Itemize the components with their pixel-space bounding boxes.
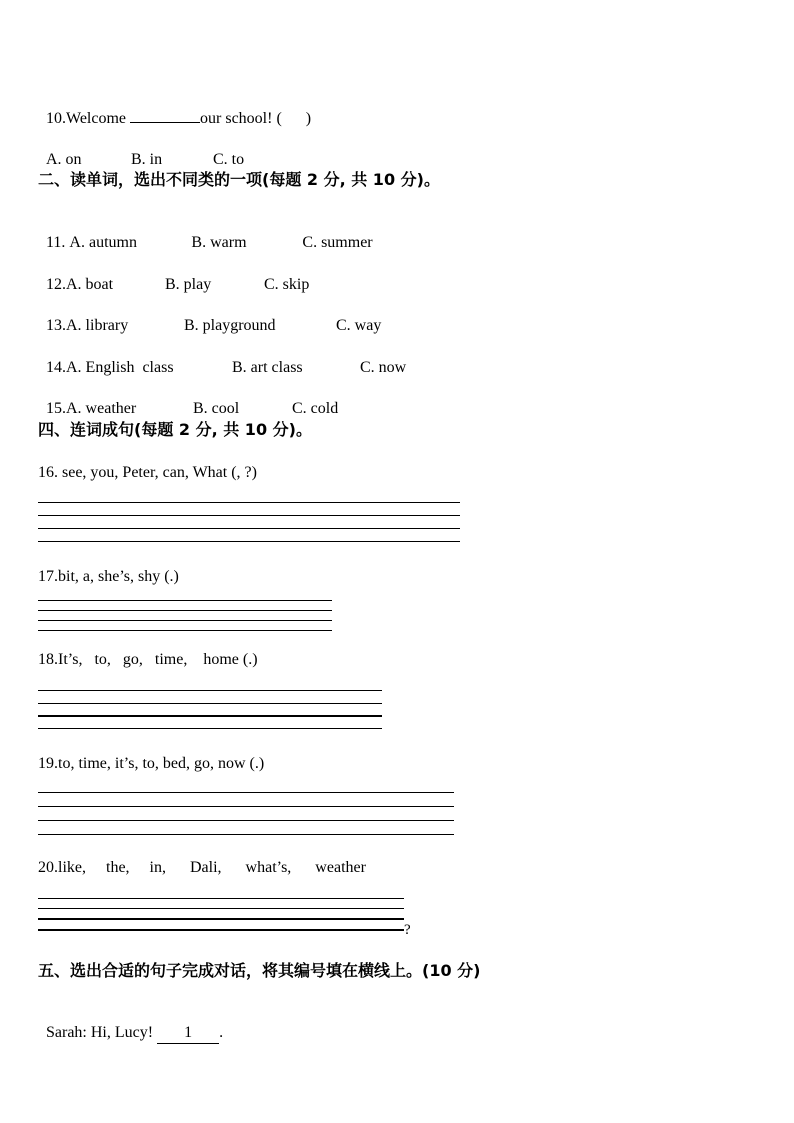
option-c: C. summer <box>302 234 373 251</box>
option-a: A. on <box>46 151 82 168</box>
question-10-options <box>38 130 244 170</box>
answer-lines-16[interactable] <box>38 502 460 542</box>
option-c: C. skip <box>264 276 310 293</box>
writing-line <box>38 929 404 931</box>
writing-line <box>38 600 332 601</box>
option-a: A. English class <box>66 359 174 376</box>
writing-line <box>38 715 382 717</box>
option-b: B. warm <box>191 234 247 251</box>
dialog-line-1 <box>38 1003 223 1044</box>
section-4-heading: 四、连词成句(每题 2 分, 共 10 分)。 <box>38 420 312 439</box>
question-18: 18.It’s, to, go, time, home (.) <box>38 651 258 668</box>
dialog-end-punct: . <box>219 1024 224 1041</box>
answer-blank-1[interactable]: 1 <box>157 1023 219 1044</box>
question-19: 19.to, time, it’s, to, bed, go, now (.) <box>38 755 265 772</box>
option-b: B. in <box>131 151 163 168</box>
writing-line <box>38 834 454 835</box>
writing-line <box>38 620 332 621</box>
question-17: 17.bit, a, she’s, shy (.) <box>38 568 179 585</box>
writing-line <box>38 703 382 704</box>
writing-line <box>38 610 332 611</box>
question-14 <box>38 338 406 378</box>
writing-line <box>38 820 454 821</box>
question-20: 20.like, the, in, Dali, what’s, weather <box>38 859 366 876</box>
writing-line <box>38 806 454 807</box>
section-2-heading: 二、读单词，选出不同类的一项(每题 2 分, 共 10 分)。 <box>38 170 440 189</box>
writing-line <box>38 528 460 529</box>
section-5-heading: 五、选出合适的句子完成对话，将其编号填在横线上。(10 分) <box>38 961 481 980</box>
answer-lines-17[interactable] <box>38 600 332 632</box>
option-b: B. play <box>165 276 212 293</box>
writing-line <box>38 792 454 793</box>
option-a: A. boat <box>66 276 114 293</box>
question-12 <box>38 255 309 295</box>
writing-line <box>38 515 460 516</box>
question-number: 11. <box>46 234 70 251</box>
writing-line <box>38 630 332 631</box>
writing-line <box>38 918 404 920</box>
answer-lines-20[interactable] <box>38 898 404 934</box>
question-16: 16. see, you, Peter, can, What (, ?) <box>38 464 257 481</box>
question-number: 14. <box>46 359 66 376</box>
option-a: A. autumn <box>69 234 137 251</box>
writing-line <box>38 908 404 909</box>
writing-line <box>38 898 404 899</box>
question-10 <box>38 88 311 129</box>
option-b: B. cool <box>193 400 240 417</box>
option-c: C. now <box>360 359 407 376</box>
option-a: A. weather <box>66 400 137 417</box>
question-15 <box>38 379 338 419</box>
question-13 <box>38 296 381 336</box>
question-10-stem-start: 10.Welcome <box>46 110 131 127</box>
option-c: C. to <box>213 151 245 168</box>
writing-line <box>38 690 382 691</box>
option-b: B. playground <box>184 317 276 334</box>
option-b: B. art class <box>232 359 303 376</box>
option-c: C. way <box>336 317 382 334</box>
answer-lines-19[interactable] <box>38 792 454 836</box>
dialog-speaker-text: Sarah: Hi, Lucy! <box>46 1024 158 1041</box>
writing-line <box>38 728 382 729</box>
answer-lines-18[interactable] <box>38 690 382 730</box>
question-11 <box>38 213 373 253</box>
writing-line <box>38 541 460 542</box>
question-10-stem-end: our school! ( ) <box>200 110 312 127</box>
writing-line <box>38 502 460 503</box>
option-a: A. library <box>66 317 129 334</box>
question-number: 15. <box>46 400 66 417</box>
option-c: C. cold <box>292 400 339 417</box>
question-number: 12. <box>46 276 66 293</box>
question-number: 13. <box>46 317 66 334</box>
answer-blank[interactable] <box>130 108 200 123</box>
question-mark: ? <box>404 922 411 938</box>
